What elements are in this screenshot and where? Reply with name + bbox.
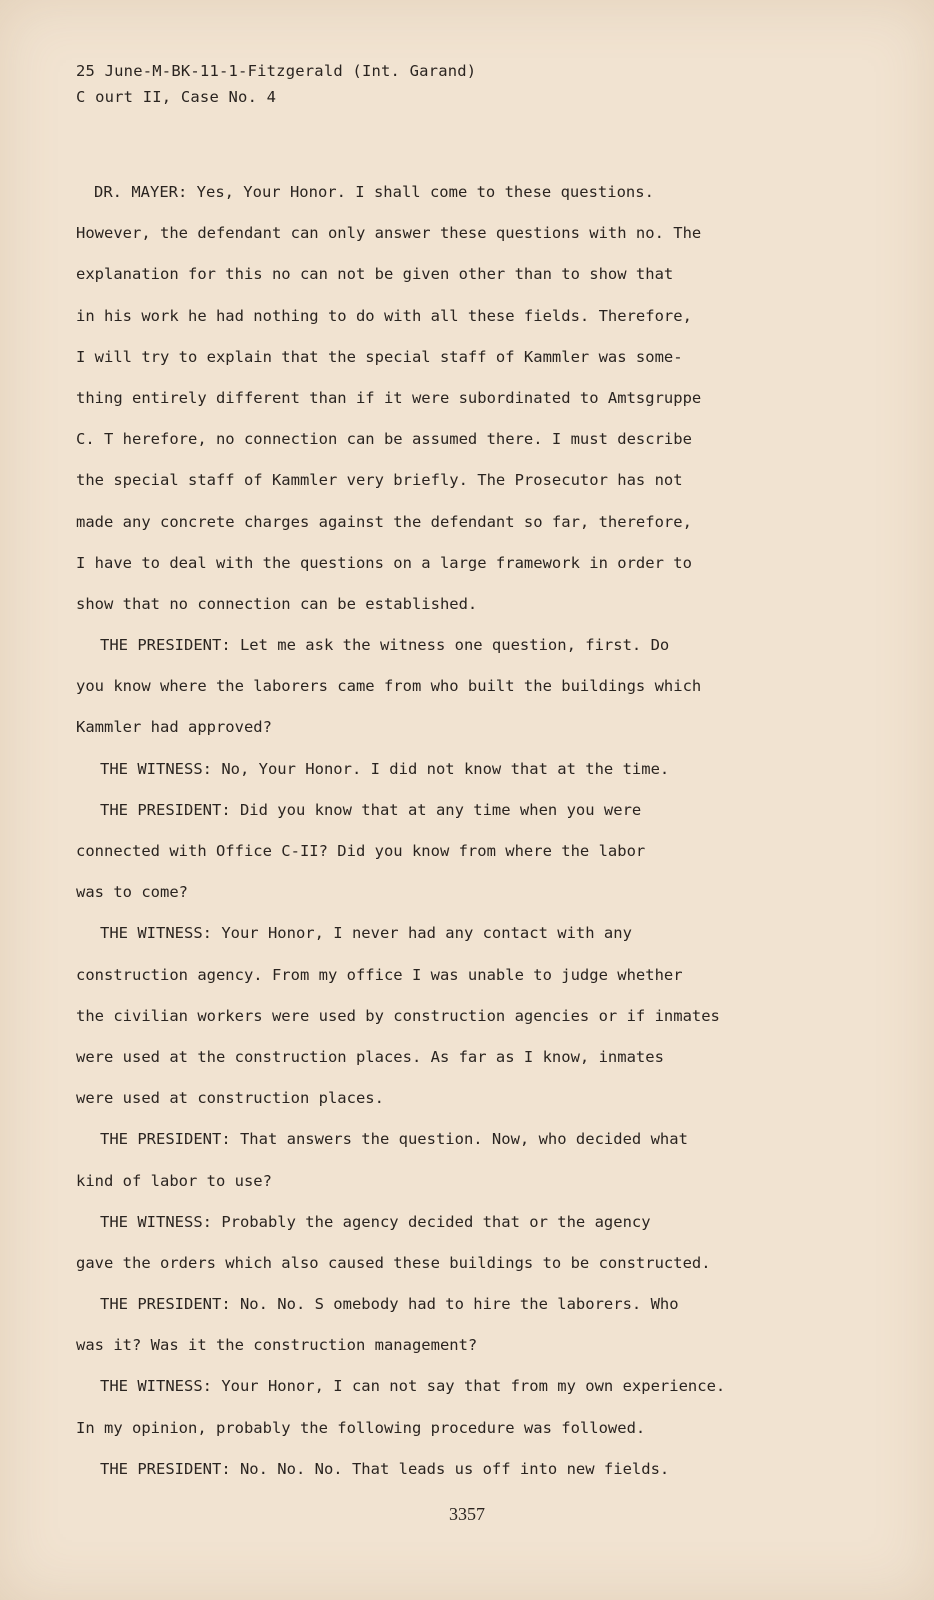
transcript-line: construction agency. From my office I was unable to judge whether (76, 965, 683, 984)
transcript-line: I have to deal with the questions on a large framework in order to (76, 553, 692, 572)
transcript-line: THE PRESIDENT: No. No. S omebody had to hire the laborers. Who (100, 1295, 679, 1314)
transcript-line: were used at the construction places. As far as I know, inmates (76, 1047, 664, 1066)
transcript-line: gave the orders which also caused these buildings to be constructed. (76, 1253, 711, 1272)
transcript-line: the civilian workers were used by construction agencies or if inmates (76, 1006, 720, 1025)
transcript-line: in his work he had nothing to do with all these fields. Therefore, (76, 306, 692, 325)
header-line-1: 25 June-M-BK-11-1-Fitzgerald (Int. Garand) (76, 62, 477, 80)
transcript-body (76, 172, 796, 1490)
transcript-line: THE PRESIDENT: That answers the question. Now, who decided what (100, 1130, 688, 1149)
transcript-line: However, the defendant can only answer these questions with no. The (76, 224, 702, 243)
transcript-line: was it? Was it the construction management? (76, 1336, 478, 1355)
transcript-line: Kammler had approved? (76, 718, 272, 737)
transcript-line: THE PRESIDENT: Did you know that at any time when you were (100, 800, 642, 819)
transcript-line: you know where the laborers came from who built the buildings which (76, 677, 702, 696)
transcript-line: DR. MAYER: Yes, Your Honor. I shall come to these questions. (94, 183, 654, 201)
transcript-line: connected with Office C-II? Did you know from where the labor (76, 842, 646, 860)
transcript-line: THE WITNESS: Probably the agency decided that or the agency (100, 1212, 651, 1231)
transcript-line: THE PRESIDENT: No. No. No. That leads us off into new fields. (100, 1459, 670, 1478)
transcript-line: THE WITNESS: Your Honor, I never had any contact with any (100, 924, 632, 943)
transcript-line: explanation for this no can not be given other than to show that (76, 265, 674, 284)
transcript-line: In my opinion, probably the following procedure was followed. (76, 1418, 646, 1437)
transcript-line: show that no connection can be established. (76, 594, 478, 613)
transcript-line: C. T herefore, no connection can be assumed there. I must describe (76, 430, 692, 449)
page-number: 3357 (449, 1504, 485, 1524)
transcript-line: thing entirely different than if it were subordinated to Amtsgruppe (76, 388, 702, 407)
transcript-line: kind of labor to use? (76, 1171, 272, 1190)
transcript-line: were used at construction places. (76, 1089, 384, 1108)
transcript-line: THE WITNESS: No, Your Honor. I did not know that at the time. (100, 759, 670, 778)
transcript-line: THE PRESIDENT: Let me ask the witness one question, first. Do (100, 636, 670, 655)
document-header (76, 58, 476, 110)
header-line-2: C ourt II, Case No. 4 (76, 88, 277, 106)
transcript-line: the special staff of Kammler very briefly. The Prosecutor has not (76, 471, 683, 490)
transcript-line: THE WITNESS: Your Honor, I can not say that from my own experience. (100, 1377, 726, 1396)
transcript-line: I will try to explain that the special staff of Kammler was some- (76, 347, 683, 366)
transcript-line: made any concrete charges against the defendant so far, therefore, (76, 512, 692, 531)
transcript-line: was to come? (76, 883, 188, 902)
